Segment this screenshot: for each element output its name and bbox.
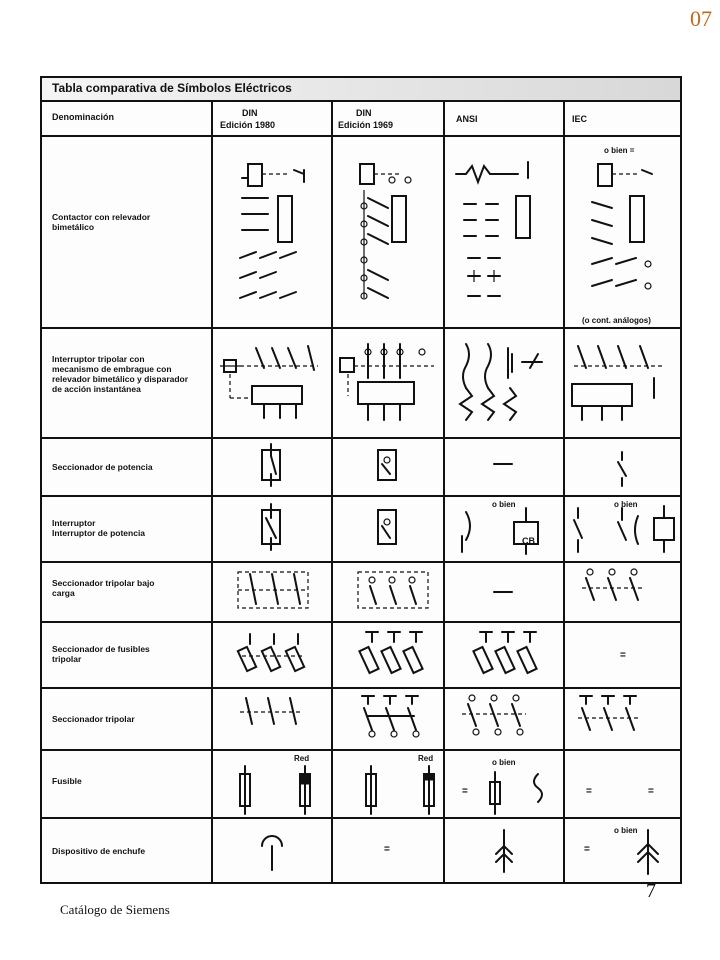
- eq-din1969-enchufe: =: [384, 844, 390, 855]
- symbol-interruptor2-din1980: [262, 504, 280, 550]
- note-iec-o-bien: o bien =: [604, 146, 635, 155]
- symbol-fusible-din1969: [366, 766, 434, 814]
- symbol-secc-potencia-din1980: [262, 444, 280, 486]
- page-number: 7: [646, 880, 656, 902]
- header-iec: IEC: [572, 114, 588, 124]
- symbol-secc-tripolar-ansi: [462, 695, 526, 735]
- table-grid-lines: [42, 100, 680, 882]
- symbol-enchufe-din1980: [262, 836, 282, 870]
- symbol-interruptor-din1969: [340, 344, 434, 420]
- note-cont-analogos: (o cont. análogos): [582, 316, 651, 325]
- header-din1969-b: Edición 1969: [338, 120, 394, 130]
- symbol-contactor-iec: [592, 164, 652, 289]
- symbol-interruptor2-din1969: [378, 510, 396, 544]
- symbol-fusible-ansi: [490, 772, 542, 814]
- header-din1980-a: DIN: [242, 108, 258, 118]
- eq-ansi-fusible: =: [462, 786, 468, 797]
- cb-label: CB: [522, 536, 535, 546]
- source-caption: Catálogo de Siemens: [60, 902, 170, 917]
- row-label-seccionador-bajo-carga: Seccionador tripolar bajo carga: [52, 578, 155, 598]
- symbol-secc-carga-iec: [582, 569, 642, 600]
- symbol-interruptor-ansi: [460, 344, 542, 420]
- symbol-secc-potencia-iec: [618, 452, 626, 486]
- symbol-interruptor-din1980: [220, 346, 318, 418]
- header-din1969-a: DIN: [356, 108, 372, 118]
- row-label-seccionador-potencia: Seccionador de potencia: [52, 462, 153, 472]
- row-label-seccionador-tripolar: Seccionador tripolar: [52, 714, 135, 724]
- note-iec-o-bien-2: o bien: [614, 500, 638, 509]
- symbol-interruptor2-iec: [574, 506, 674, 552]
- symbol-secc-tripolar-iec: [578, 696, 640, 730]
- row-label-fusible: Fusible: [52, 776, 82, 786]
- symbol-enchufe-ansi: [496, 830, 512, 872]
- symbol-secc-tripolar-din1969: [362, 696, 419, 737]
- row-label-interruptor-tripolar: Interruptor tripolar con mecanismo de embrague con relevador bimetálico y disparador de acción instantánea: [52, 354, 189, 394]
- symbol-secc-carga-din1969: [358, 572, 428, 608]
- header-ansi: ANSI: [456, 114, 478, 124]
- symbol-interruptor2-ansi: [462, 508, 538, 554]
- note-red-1969: Red: [418, 754, 434, 763]
- eq-iec-fusibles: =: [620, 650, 626, 661]
- eq-iec-fusible-2: =: [648, 786, 654, 797]
- header-din1980-b: Edición 1980: [220, 120, 276, 130]
- eq-iec-fusible-1: =: [586, 786, 592, 797]
- symbol-enchufe-iec: [638, 830, 658, 874]
- note-ansi-o-bien: o bien: [492, 500, 516, 509]
- symbol-interruptor-iec: [572, 346, 662, 420]
- header-denominacion: Denominación: [52, 112, 115, 122]
- symbol-contactor-din1969: [360, 164, 411, 299]
- symbol-contactor-ansi: [456, 162, 530, 296]
- note-iec-o-bien-enchufe: o bien: [614, 826, 638, 835]
- row-label-interruptor-l2: Interruptor de potencia: [52, 528, 146, 538]
- symbol-secc-tripolar-din1980: [240, 698, 300, 724]
- symbol-fusible-din1980: [240, 766, 310, 814]
- row-label-enchufe: Dispositivo de enchufe: [52, 846, 146, 856]
- symbol-secc-fusibles-ansi: [473, 632, 536, 673]
- row-label-seccionador-fusibles: Seccionador de fusibles tripolar: [52, 644, 150, 664]
- symbol-secc-fusibles-din1980: [238, 634, 304, 671]
- note-ansi-o-bien-fusible: o bien: [492, 758, 516, 767]
- symbol-secc-carga-din1980: [238, 572, 308, 608]
- eq-iec-enchufe: =: [584, 844, 590, 855]
- note-red-1980: Red: [294, 754, 310, 763]
- slide-number: 07: [690, 6, 712, 31]
- table-grid-and-symbols: [42, 78, 680, 882]
- row-label-contactor: Contactor con relevador bimetálico: [52, 212, 151, 232]
- symbol-table-scan: [40, 76, 682, 884]
- symbol-secc-potencia-din1969: [378, 450, 396, 480]
- symbol-secc-fusibles-din1969: [359, 632, 422, 673]
- symbol-contactor-din1980: [240, 164, 304, 298]
- table-title: Tabla comparativa de Símbolos Eléctricos: [52, 81, 292, 95]
- row-label-interruptor-l1: Interruptor: [52, 518, 96, 528]
